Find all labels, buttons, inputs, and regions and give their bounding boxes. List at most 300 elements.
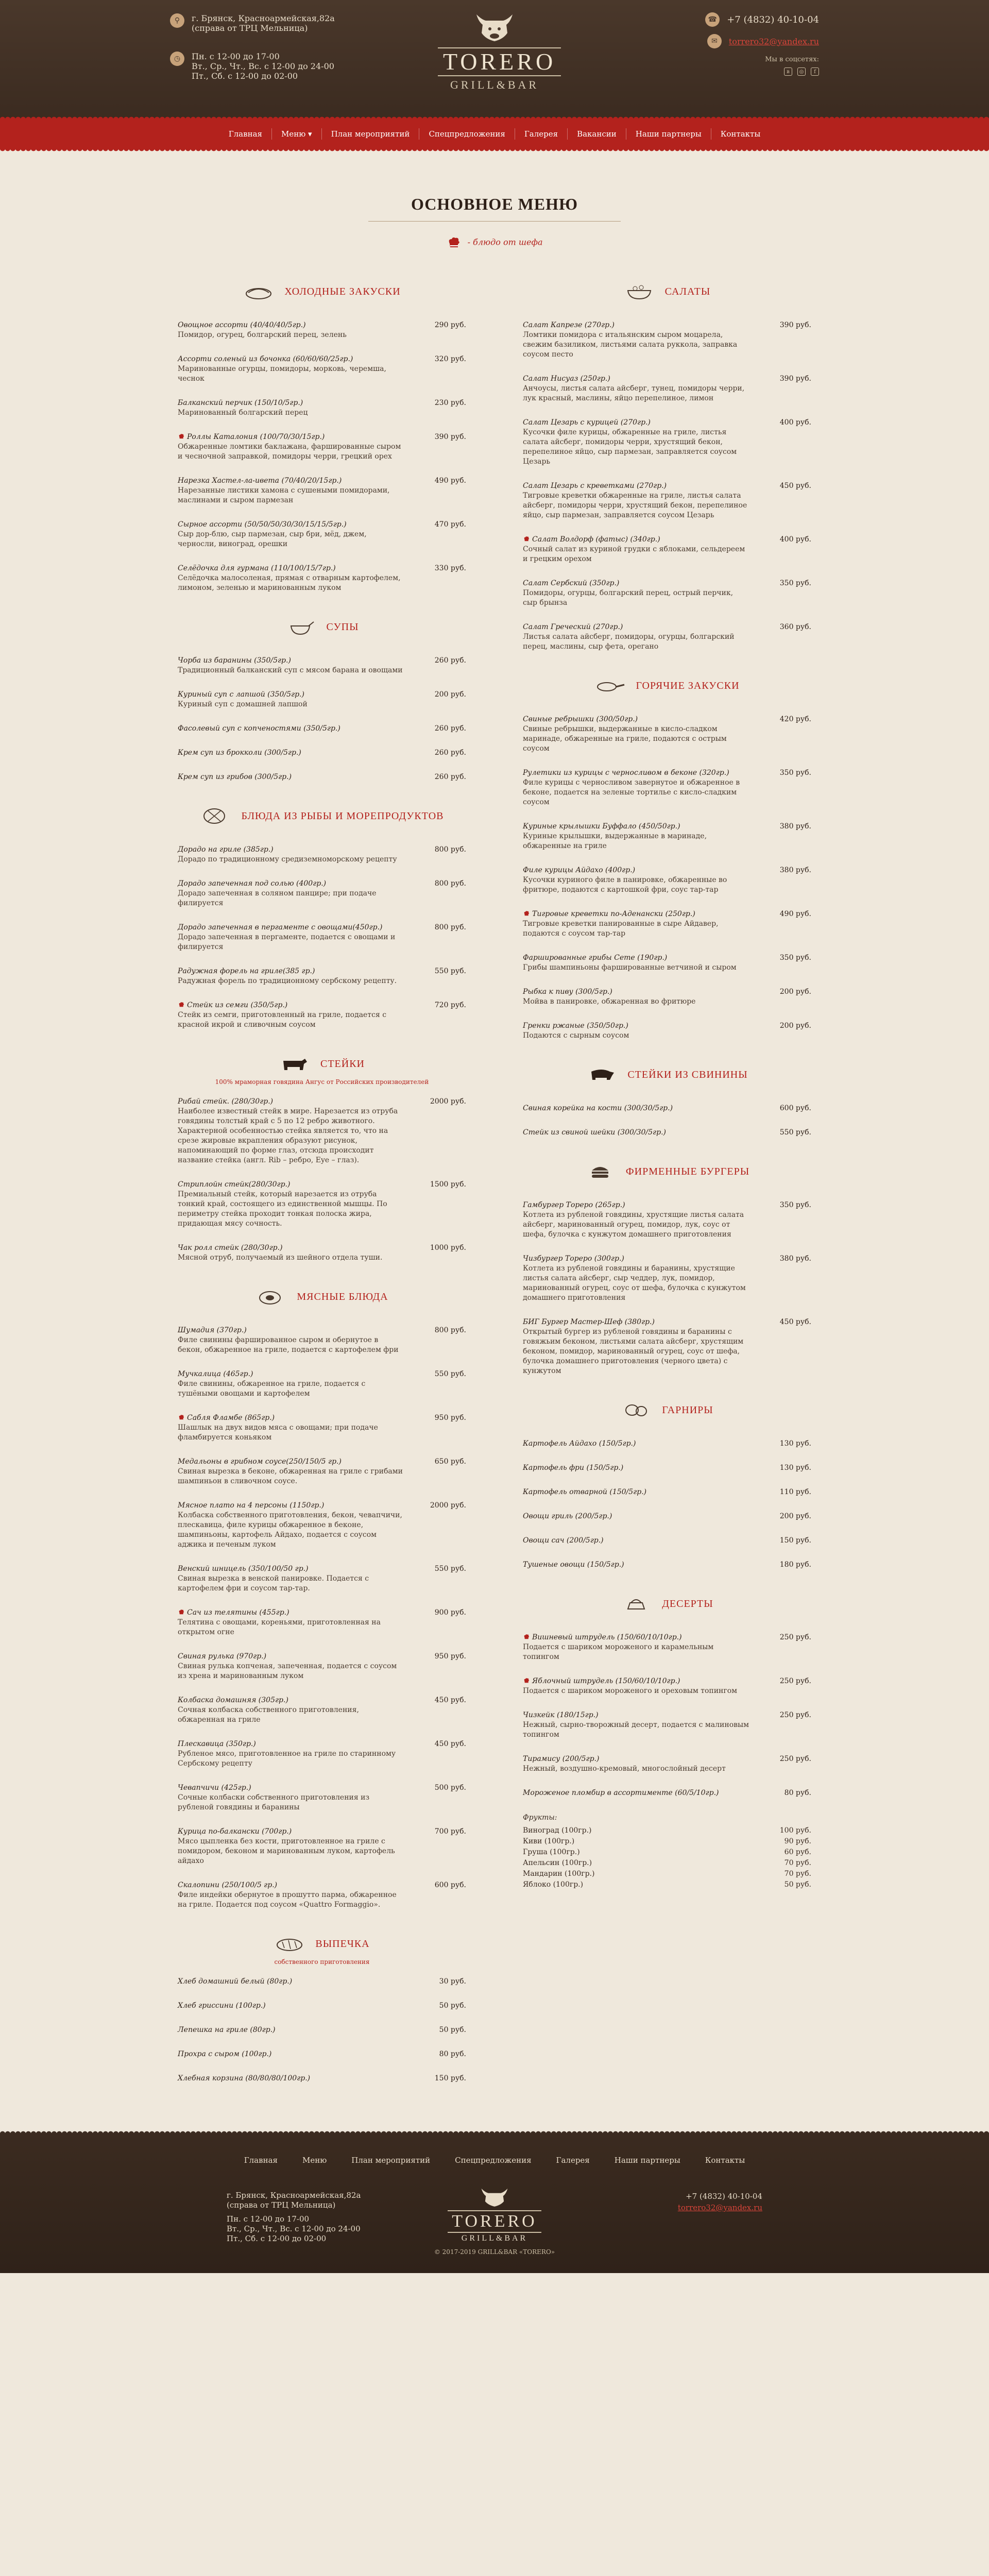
menu-item [523, 768, 811, 807]
fruit-price: 100 руб. [779, 1826, 811, 1835]
fruit-row [523, 1858, 811, 1869]
logo[interactable] [438, 9, 556, 92]
dessert-icon [621, 1594, 652, 1614]
dish-price: 30 руб. [439, 1977, 466, 1986]
dish-price: 600 руб. [779, 1104, 811, 1112]
dish-price: 1500 руб. [430, 1180, 466, 1189]
dish-description: Грибы шампиньоны фаршированные ветчиной и сыром [523, 963, 737, 972]
dish-price: 720 руб. [434, 1001, 466, 1009]
dish-name [523, 1104, 749, 1113]
menu-item [178, 724, 466, 734]
copyright: © 2017-2019 GRILL&BAR «TORERO» [434, 2248, 555, 2256]
menu-section [178, 1286, 466, 1910]
dish-price: 350 руб. [779, 579, 811, 587]
menu-item [178, 320, 466, 340]
dish-name [178, 1001, 404, 1010]
footer-nav [0, 2134, 989, 2165]
menu-item [178, 1739, 466, 1769]
section-header [178, 617, 466, 637]
dish-price: 490 руб. [779, 910, 811, 918]
section-title: МЯСНЫЕ БЛЮДА [297, 1291, 388, 1302]
email-link[interactable]: torrero32@yandex.ru [677, 2203, 762, 2212]
dish-price: 390 руб. [434, 433, 466, 441]
dish-name-text: Хлеб гриссини (100гр.) [178, 2002, 266, 2010]
header-hours [170, 52, 334, 81]
menu-item [523, 822, 811, 851]
dish-price: 150 руб. [779, 1536, 811, 1545]
dish-description: Стейк из семги, приготовленный на гриле, подается с красной икрой и сливочным соусом [178, 1011, 387, 1029]
dish-price: 420 руб. [779, 715, 811, 723]
footer-nav-events[interactable]: План мероприятий [351, 2156, 431, 2165]
dish-name-text: Чизбургер Тореро (300гр.) [523, 1255, 624, 1263]
main-nav [0, 120, 989, 148]
burger-icon [585, 1161, 616, 1182]
dish-name-text: Стриплойн стейк(280/30гр.) [178, 1180, 291, 1189]
section-title: ГОРЯЧИЕ ЗАКУСКИ [636, 680, 740, 691]
hours-line: Пн. с 12-00 до 17-00 [192, 52, 280, 61]
dish-name-text: Радужная форель на гриле(385 гр.) [178, 967, 315, 975]
dish-name [523, 1021, 749, 1031]
menu-item [178, 923, 466, 952]
dish-price: 2000 руб. [430, 1097, 466, 1106]
footer-nav-menu[interactable]: Меню [302, 2156, 327, 2165]
footer-nav-home[interactable]: Главная [244, 2156, 278, 2165]
dish-name-text: Гренки ржаные (350/50гр.) [523, 1022, 628, 1030]
address-line: г. Брянск, Красноармейская,82а [192, 13, 335, 23]
dish-name-text: Сырное ассорти (50/50/50/30/30/15/15/5гр.) [178, 520, 347, 529]
section-header [178, 1934, 466, 1954]
menu-item [178, 1977, 466, 1987]
chef-hat-icon [446, 235, 462, 250]
dish-name [178, 923, 404, 933]
menu-item [178, 690, 466, 709]
menu-item [523, 622, 811, 652]
nav-item-vacancies[interactable]: Вакансии [568, 128, 626, 140]
dish-description: Нежный, сырно-творожный десерт, подается с малиновым топингом [523, 1721, 749, 1739]
section-header [178, 281, 466, 302]
phone-icon: ☎ [705, 12, 720, 27]
menu-item [178, 1369, 466, 1399]
dish-price: 230 руб. [434, 399, 466, 407]
dish-price: 950 руб. [434, 1414, 466, 1422]
dish-name-text: Яблочный штрудель (150/60/10/10гр.) [532, 1677, 680, 1685]
menu-section [178, 281, 466, 593]
dish-name-text: Нарезка Хастел-ла-ивета (70/40/20/15гр.) [178, 477, 342, 485]
menu-item [523, 866, 811, 895]
email-link[interactable]: torrero32@yandex.ru [728, 36, 819, 46]
section-header [523, 1400, 811, 1420]
chef-hat-icon [178, 1414, 185, 1421]
dish-description: Премиальный стейк, который нарезается из отруба тонкий край, состоящего из единственной мышцы. По периметру стейка проходит тонкая полоска жира, придающая мясу сочность. [178, 1190, 387, 1228]
logo-subtitle: GRILL&BAR [450, 78, 539, 91]
dish-name-text: Балканский перчик (150/10/5гр.) [178, 399, 303, 407]
menu-item [523, 1754, 811, 1774]
platter-icon [243, 281, 274, 302]
dish-name-text: БИГ Бургер Мастер-Шеф (380гр.) [523, 1318, 655, 1326]
facebook-icon[interactable]: f [811, 67, 819, 76]
dish-price: 2000 руб. [430, 1501, 466, 1510]
chef-hat-icon [523, 910, 530, 917]
menu-section [523, 1400, 811, 1570]
chef-hat-icon [178, 1608, 185, 1616]
footer-contacts [678, 2191, 762, 2213]
dish-name [178, 354, 404, 364]
dish-price: 260 руб. [434, 773, 466, 781]
fruit-name: Виноград (100гр.) [523, 1826, 592, 1835]
footer-logo[interactable] [433, 2185, 556, 2256]
dish-name [523, 1560, 749, 1570]
menu-item [178, 1180, 466, 1229]
dish-name [178, 2025, 404, 2035]
menu-section [523, 281, 811, 652]
chef-legend-text: - блюдо от шефа [467, 237, 543, 247]
dish-price: 800 руб. [434, 845, 466, 854]
dish-name-text: Лепешка на гриле (80гр.) [178, 2026, 276, 2034]
dish-description: Маринованные огурцы, помидоры, морковь, черемша, чеснок [178, 365, 386, 383]
section-title: ВЫПЕЧКА [315, 1938, 370, 1950]
menu-item [523, 1104, 811, 1113]
dish-description: Котлета из рубленой говядины, хрустящие листья салата айсберг, маринованный огурец, помидор, лук, соус от шефа, булочка с кунжутом домашнего приготовления [523, 1211, 744, 1239]
dish-description: Сочные колбаски собственного приготовления из рубленой говядины и баранины [178, 1793, 370, 1811]
menu-item [523, 1633, 811, 1662]
dish-price: 450 руб. [779, 1318, 811, 1326]
menu-section [523, 675, 811, 1041]
dish-name-text: Гамбургер Тореро (265гр.) [523, 1201, 625, 1209]
fruit-row [523, 1847, 811, 1858]
dish-name [178, 398, 404, 408]
menu-content [178, 148, 811, 2098]
dish-price: 700 руб. [434, 1827, 466, 1836]
dish-price: 350 руб. [779, 1201, 811, 1209]
dish-name-text: Овощи сач (200/5гр.) [523, 1536, 604, 1545]
dish-name [523, 1512, 749, 1521]
chef-legend [178, 235, 811, 250]
nav-item-specials[interactable]: Спецпредложения [419, 128, 515, 140]
fruit-name: Яблоко (100гр.) [523, 1880, 584, 1889]
fruits-heading: Фрукты: [523, 1814, 557, 1822]
chef-hat-icon [178, 1001, 185, 1008]
menu-item [523, 418, 811, 467]
section-title: ДЕСЕРТЫ [662, 1598, 713, 1609]
dish-description: Сочная колбаска собственного приготовления, обжаренная на гриле [178, 1706, 359, 1724]
dish-price: 550 руб. [779, 1128, 811, 1137]
menu-item [178, 748, 466, 758]
dish-name-text: Колбаска домашняя (305гр.) [178, 1696, 288, 1704]
mail-icon: ✉ [707, 34, 722, 48]
dish-name [178, 2074, 404, 2083]
dish-name-text: Стейк из свиной шейки (300/30/5гр.) [523, 1128, 667, 1137]
dish-price: 380 руб. [779, 866, 811, 874]
section-note: собственного приготовления [274, 1958, 370, 1965]
dish-description: Рубленое мясо, приготовленное на гриле по старинному Сербскому рецепту [178, 1750, 396, 1768]
dish-name [523, 1754, 749, 1764]
dish-name [523, 320, 749, 330]
dish-name [178, 1827, 404, 1837]
phone-number[interactable]: +7 (4832) 40-10-04 [727, 14, 819, 25]
dish-name-text: Дорадо запеченная в пергаменте с овощами(450гр.) [178, 923, 383, 931]
menu-item [523, 1512, 811, 1521]
dish-price: 380 руб. [779, 1255, 811, 1263]
menu-item [178, 1457, 466, 1486]
dish-name-text: Венский шницель (350/100/50 гр.) [178, 1565, 309, 1573]
section-header [523, 1064, 811, 1085]
menu-item [523, 320, 811, 360]
footer-nav-specials[interactable]: Спецпредложения [455, 2156, 532, 2165]
dish-name-text: Свиная корейка на кости (300/30/5гр.) [523, 1104, 673, 1112]
dish-price: 800 руб. [434, 923, 466, 931]
logo-name: TORERO [438, 47, 561, 76]
dish-name-text: Дорадо на гриле (385гр.) [178, 845, 274, 854]
dish-price: 450 руб. [434, 1696, 466, 1704]
dish-name [178, 1696, 404, 1705]
nav-item-menu[interactable]: Меню ▾ [272, 128, 322, 140]
dish-description: Маринованный болгарский перец [178, 409, 308, 417]
menu-item [523, 1710, 811, 1740]
fruit-price: 70 руб. [784, 1870, 811, 1878]
menu-item [523, 1128, 811, 1138]
menu-item [523, 1788, 811, 1798]
dish-name [523, 1200, 749, 1210]
dish-name-text: Картофель фри (150/5гр.) [523, 1464, 624, 1472]
phone-number[interactable]: +7 (4832) 40-10-04 [686, 2192, 762, 2201]
menu-item [523, 1317, 811, 1376]
dish-price: 500 руб. [434, 1784, 466, 1792]
menu-item [178, 1827, 466, 1866]
dish-name [178, 879, 404, 889]
nav-item-contacts[interactable]: Контакты [720, 129, 761, 139]
dish-name-text: Роллы Каталония (100/70/30/15гр.) [187, 433, 325, 441]
menu-item [523, 1200, 811, 1240]
dish-name [178, 1457, 404, 1467]
dish-price: 450 руб. [434, 1740, 466, 1748]
dish-name-text: Хлеб домашний белый (80гр.) [178, 1977, 293, 1986]
dish-name-text: Овощи гриль (200/5гр.) [523, 1512, 612, 1520]
menu-item [523, 481, 811, 520]
footer-nav-gallery[interactable]: Галерея [556, 2156, 590, 2165]
header-address [170, 13, 335, 33]
dish-name [178, 845, 404, 855]
dish-price: 320 руб. [434, 355, 466, 363]
menu-item [178, 2025, 466, 2035]
footer-nav-contacts[interactable]: Контакты [705, 2156, 745, 2165]
dish-price: 490 руб. [434, 477, 466, 485]
dish-price: 150 руб. [434, 2074, 466, 2082]
dish-description: Традиционный балканский суп с мясом барана и овощами [178, 666, 403, 674]
dish-description: Сочный салат из куриной грудки с яблоками, сельдереем и грецким орехом [523, 545, 745, 563]
fruit-row [523, 1825, 811, 1836]
nav-item-home[interactable]: Главная [219, 128, 272, 140]
menu-item [178, 2001, 466, 2011]
vk-icon[interactable]: в [784, 67, 792, 76]
dish-name [178, 1564, 404, 1574]
dish-price: 1000 руб. [430, 1244, 466, 1252]
section-title: СУПЫ [326, 621, 359, 633]
cow-icon [279, 1054, 310, 1074]
dish-name-text: Медальоны в грибном соусе(250/150/5 гр.) [178, 1458, 342, 1466]
section-title: САЛАТЫ [664, 285, 711, 297]
title-divider [368, 221, 621, 222]
menu-section [178, 617, 466, 782]
dish-description: Листья салата айсберг, помидоры, огурцы, болгарский перец, маслины, сыр фета, орегано [523, 633, 735, 651]
dish-name-text: Чизкейк (180/15гр.) [523, 1711, 599, 1719]
hours-line: Вт., Ср., Чт., Вс. с 12-00 до 24-00 [192, 61, 334, 71]
dish-price: 200 руб. [434, 690, 466, 699]
dish-name-text: Хлебная корзина (80/80/80/100гр.) [178, 2074, 311, 2082]
dish-name-text: Картофель отварной (150/5гр.) [523, 1488, 647, 1496]
dish-price: 200 руб. [779, 988, 811, 996]
dish-name-text: Плескавица (350гр.) [178, 1740, 256, 1748]
dish-name-text: Рибай стейк. (280/30гр.) [178, 1097, 274, 1106]
nav-item-partners[interactable]: Наши партнеры [626, 128, 711, 140]
dish-price: 360 руб. [779, 623, 811, 631]
pig-icon [586, 1064, 617, 1085]
dish-price: 110 руб. [779, 1488, 811, 1496]
dish-description: Селёдочка малосоленая, прямая с отварным картофелем, лимоном, зеленью и маринованным луком [178, 574, 401, 592]
section-title: ГАРНИРЫ [662, 1404, 713, 1416]
dish-price: 260 руб. [434, 749, 466, 757]
nav-item-gallery[interactable]: Галерея [515, 128, 568, 140]
menu-item [178, 1564, 466, 1594]
dish-name [178, 1369, 404, 1379]
menu-section [178, 1934, 466, 2083]
menu-item [178, 967, 466, 986]
page-title: ОСНОВНОЕ МЕНЮ [411, 195, 578, 213]
chef-hat-icon [523, 535, 530, 543]
chef-hat-icon [523, 1633, 530, 1640]
instagram-icon[interactable]: ◎ [797, 67, 806, 76]
dish-name [523, 1463, 749, 1473]
skillet-icon [594, 675, 625, 696]
dish-price: 600 руб. [434, 1881, 466, 1889]
dish-description: Шашлык на двух видов мяса с овощами; при подаче фламбируется коньяком [178, 1423, 378, 1442]
dish-description: Дорадо запеченная в соляном панцире; при подаче филируется [178, 889, 377, 907]
menu-item [178, 2074, 466, 2083]
dish-name [178, 564, 404, 573]
hours-line: Пн. с 12-00 до 17-00 [227, 2214, 310, 2224]
dish-price: 900 руб. [434, 1608, 466, 1617]
dish-name-text: Сабля Фламбе (865гр.) [187, 1414, 275, 1422]
fish-icon [200, 806, 231, 826]
clock-icon: ◷ [170, 52, 184, 66]
menu-section [523, 1161, 811, 1376]
soup-icon [285, 617, 316, 637]
fruit-row [523, 1836, 811, 1847]
dish-name [523, 1536, 749, 1546]
dish-name-text: Фасолевый суп с копченостями (350/5гр.) [178, 724, 340, 733]
logo-name: TORERO [448, 2210, 541, 2233]
dish-name [178, 1501, 404, 1511]
footer-nav-partners[interactable]: Наши партнеры [614, 2156, 680, 2165]
dish-description: Куриный суп с домашней лапшой [178, 700, 308, 708]
meat-icon [255, 1286, 286, 1307]
dish-price: 350 руб. [779, 954, 811, 962]
dish-description: Нарезанные листики хамона с сушеными помидорами, маслинами и сыром пармезан [178, 486, 390, 504]
nav-item-events[interactable]: План мероприятий [322, 128, 420, 140]
dish-name-text: Салат Волдорф (фатыс) (340гр.) [532, 535, 660, 544]
dish-name-text: Салат Греческий (270гр.) [523, 623, 623, 631]
dish-name-text: Картофель Айдахо (150/5гр.) [523, 1439, 636, 1448]
dish-name [523, 715, 749, 724]
dish-price: 800 руб. [434, 1326, 466, 1334]
menu-item [523, 1254, 811, 1303]
fruit-price: 70 руб. [784, 1859, 811, 1867]
dish-name-text: Мучкалица (465гр.) [178, 1370, 253, 1378]
dish-price: 550 руб. [434, 967, 466, 975]
menu-item [523, 987, 811, 1007]
menu-item [178, 564, 466, 593]
dish-name-text: Мясное плато на 4 персоны (1150гр.) [178, 1501, 325, 1510]
menu-item [178, 1608, 466, 1637]
menu-item [178, 772, 466, 782]
dish-name [178, 1652, 404, 1662]
dish-name-text: Ассорти соленый из бочонка (60/60/60/25гр.) [178, 355, 353, 363]
menu-item [178, 520, 466, 549]
dish-name [178, 724, 404, 734]
menu-item [178, 656, 466, 675]
dish-price: 250 руб. [779, 1711, 811, 1719]
section-header [178, 1286, 466, 1307]
dish-name [523, 1633, 749, 1642]
dish-name-text: Куриные крылышки Буффало (450/50гр.) [523, 822, 680, 831]
dish-description: Телятина с овощами, кореньями, приготовленная на открытом огне [178, 1618, 381, 1636]
dish-name [178, 1413, 404, 1423]
dish-name [178, 656, 404, 666]
dish-name [523, 1254, 749, 1264]
dish-name [523, 1317, 749, 1327]
dish-name-text: Крем суп из грибов (300/5гр.) [178, 773, 292, 781]
dish-price: 200 руб. [779, 1022, 811, 1030]
dish-name-text: Филе курицы Айдахо (400гр.) [523, 866, 636, 874]
dish-name [178, 1739, 404, 1749]
fruits-list [523, 1812, 811, 1890]
dish-price: 260 руб. [434, 724, 466, 733]
dish-name [523, 481, 749, 491]
dish-price: 400 руб. [779, 418, 811, 427]
section-title: ФИРМЕННЫЕ БУРГЕРЫ [625, 1165, 750, 1177]
hours-line: Вт., Ср., Чт., Вс. с 12-00 до 24-00 [227, 2224, 361, 2233]
site-header [0, 0, 989, 120]
dish-description: Кусочки филе курицы, обжаренные на гриле, листья салата айсберг, помидоры черри, хрустящий бекон, перепелиное яйцо, сыр пармезан, заправляется соусом Цезарь [523, 428, 737, 466]
dish-price: 130 руб. [779, 1464, 811, 1472]
dish-name [523, 909, 749, 919]
menu-item [178, 1326, 466, 1355]
dish-name [178, 1608, 404, 1618]
dish-description: Открытый бургер из рубленой говядины и баранины с говяжьим беконом, листьями салата айсберг, хрустящим беконом, помидор, маринованный огурец, соус от шефа, булочка домашнего приготовления (черного цвета) с кунжутом [523, 1328, 744, 1375]
menu-item [523, 1021, 811, 1041]
menu-item [178, 1501, 466, 1550]
dish-name [178, 1977, 404, 1987]
bread-icon [274, 1934, 305, 1954]
dish-description: Наиболее известный стейк в мире. Нарезается из отруба говядины толстый край с 5 по 12 ребро животного. Характерной особенностью стейка является то, что на срезе жировые вкрапления образуют рисунок, напоминающий по форме глаз, отсюда происходит название стейка (англ. Rib – ребро, Eye – глаз). [178, 1107, 398, 1164]
section-header [523, 1594, 811, 1614]
dish-description: Помидор, огурец, болгарский перец, зелень [178, 331, 347, 339]
dish-name [178, 748, 404, 758]
dish-price: 390 руб. [779, 375, 811, 383]
menu-column-left [178, 281, 466, 2098]
menu-item [178, 398, 466, 418]
menu-section [523, 1594, 811, 1798]
dish-name [178, 1783, 404, 1793]
dish-description: Тигровые креветки панированные в сыре Айдавер, подаются с соусом тар-тар [523, 920, 719, 938]
dish-name [178, 2001, 404, 2011]
dish-name-text: Крем суп из брокколи (300/5гр.) [178, 749, 301, 757]
dish-price: 80 руб. [439, 2050, 466, 2058]
dish-price: 50 руб. [439, 2026, 466, 2034]
menu-item [523, 1439, 811, 1449]
fruit-row [523, 1879, 811, 1890]
dish-price: 400 руб. [779, 535, 811, 544]
dish-name-text: Салат Капрезе (270гр.) [523, 321, 615, 329]
